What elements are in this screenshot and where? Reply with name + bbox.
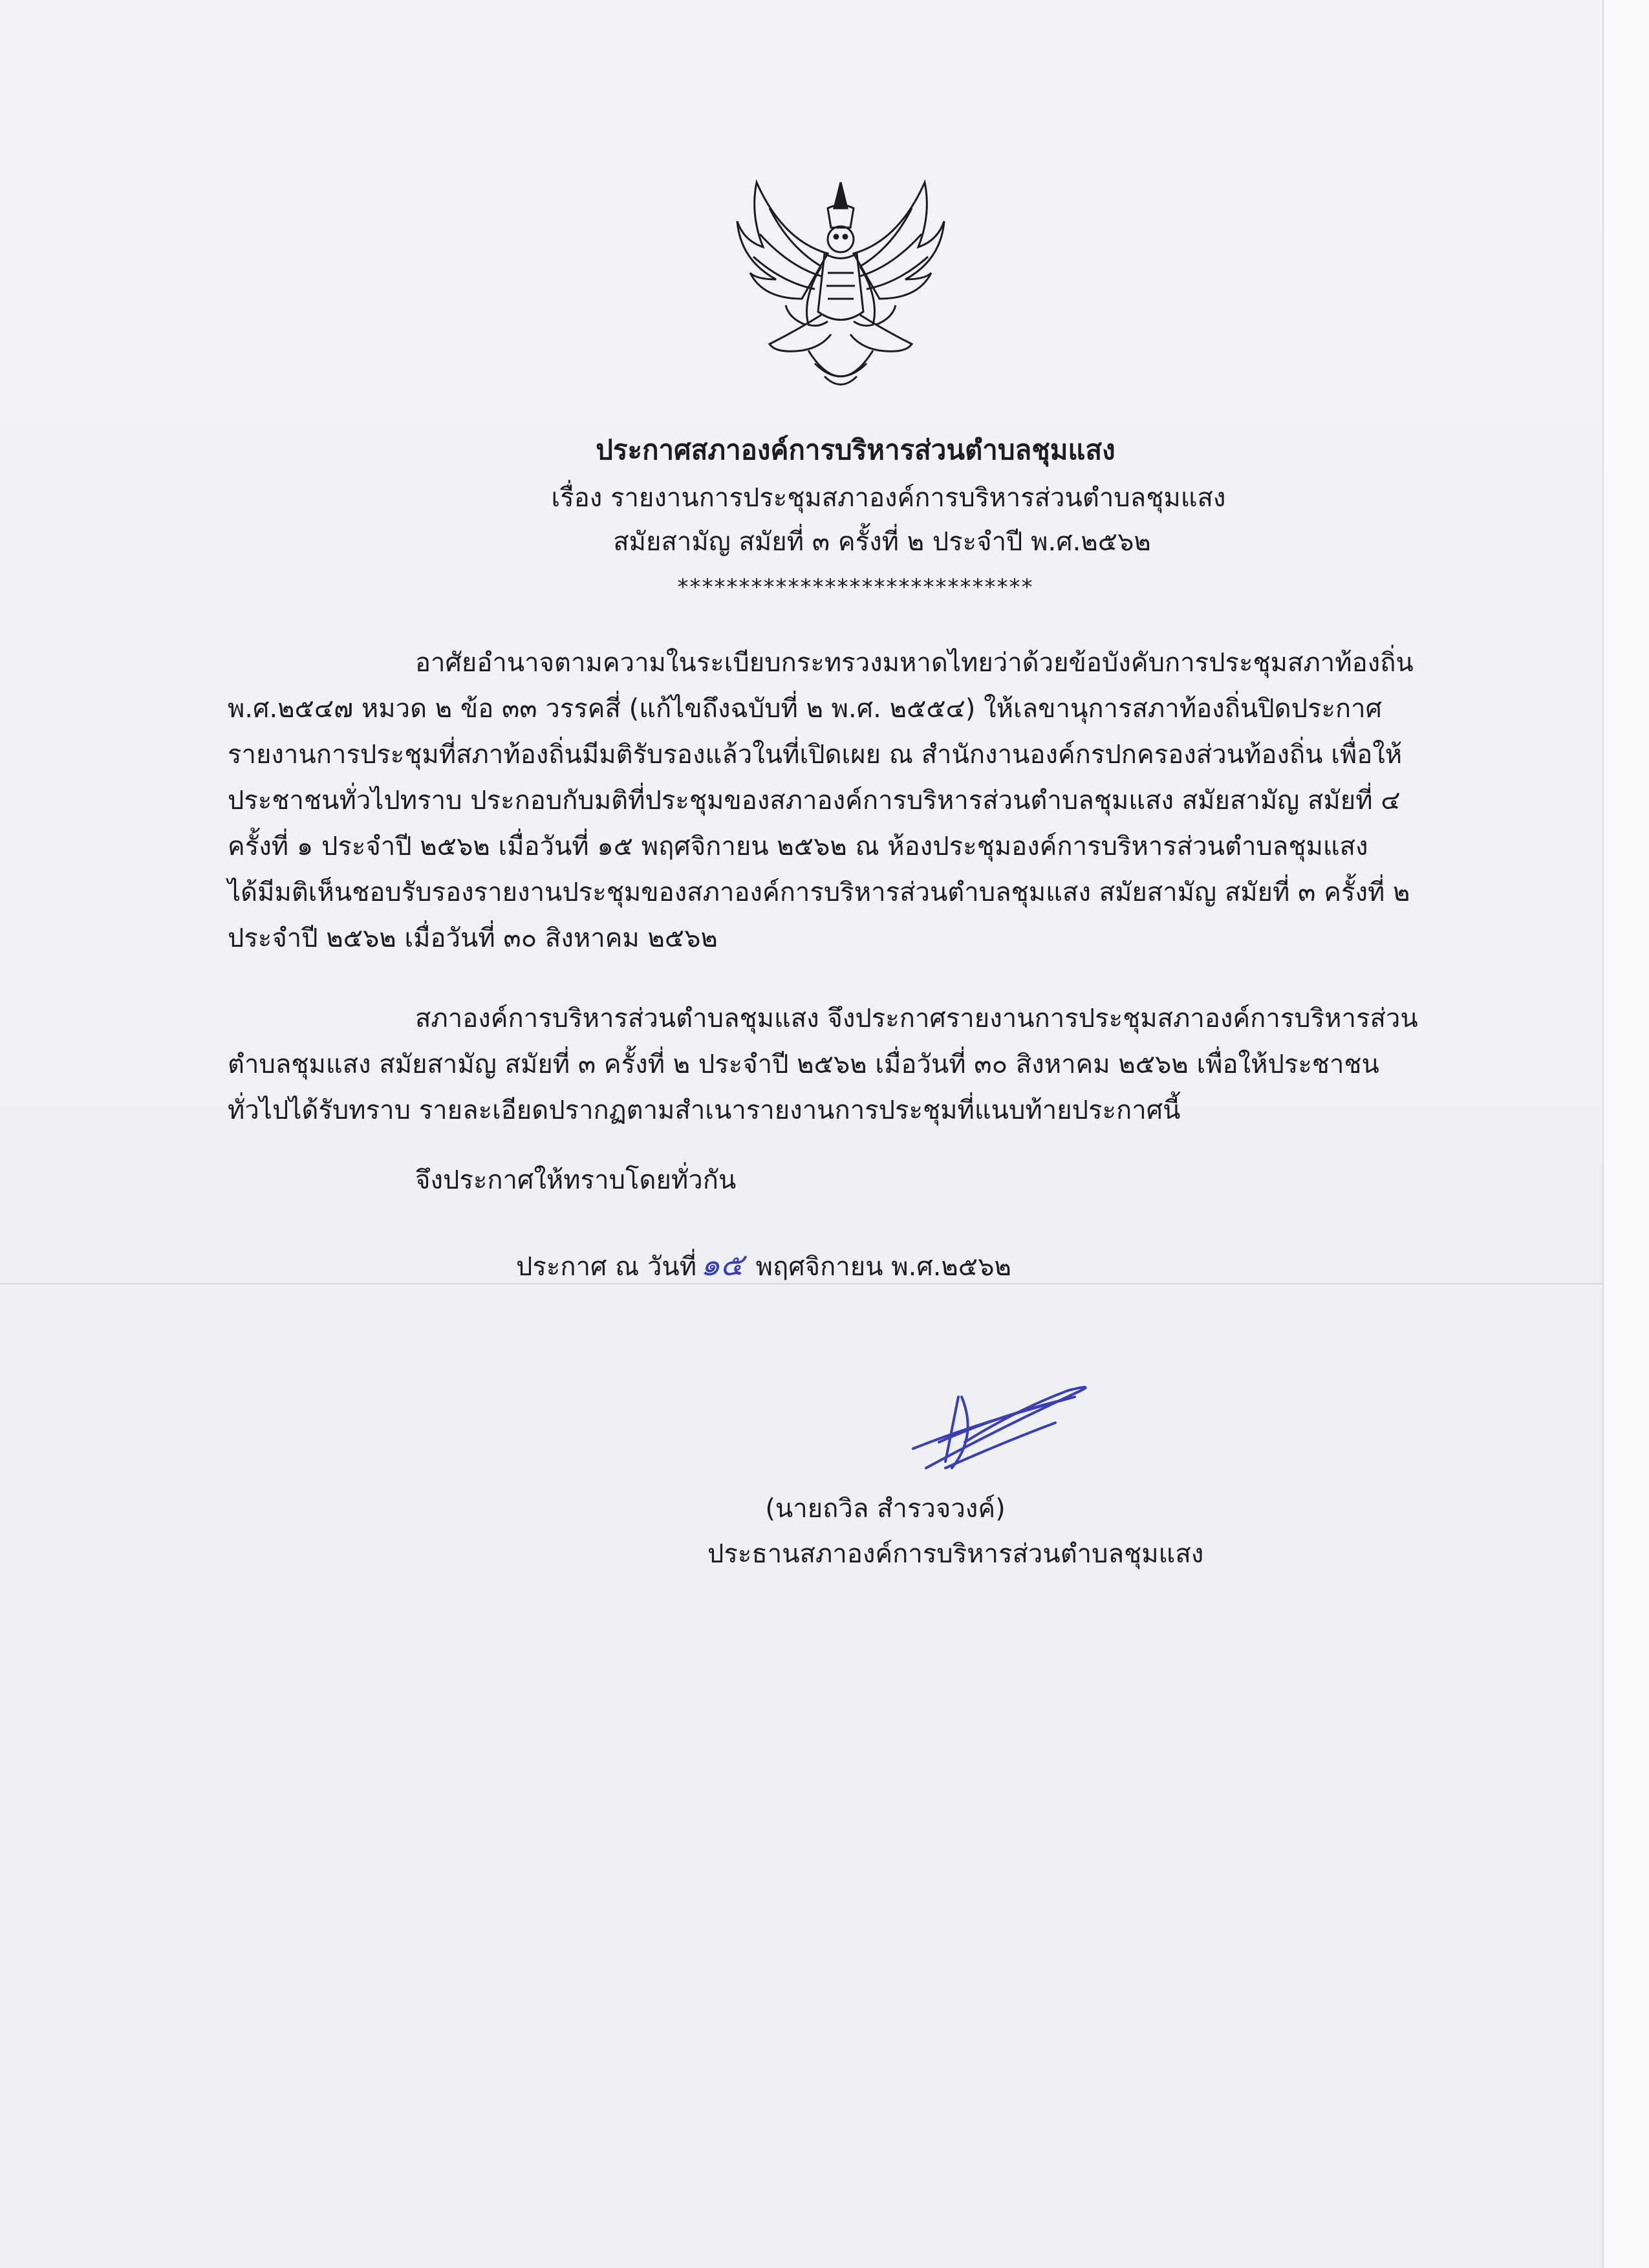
subject-line: เรื่อง รายงานการประชุมสภาองค์การบริหารส่วนตำบลชุมแสง	[551, 483, 1226, 513]
signatory-name: (นายถวิล สำรวจวงค์)	[765, 1494, 1006, 1524]
paragraph-authority	[228, 640, 1447, 962]
date-prefix: ประกาศ ณ วันที่	[516, 1252, 697, 1282]
garuda-emblem-icon	[731, 169, 951, 402]
paragraph-line: ได้มีมติเห็นชอบรับรองรายงานประชุมของสภาองค์การบริหารส่วนตำบลชุมแสง สมัยสามัญ สมัยที่ ๓ ครั้งที่ ๒	[228, 878, 1410, 907]
page-edge	[1602, 0, 1649, 2268]
announcement-date	[516, 1240, 1011, 1290]
handwritten-day: ๑๕	[700, 1247, 744, 1283]
paragraph-line: ครั้งที่ ๑ ประจำปี ๒๕๖๒ เมื่อวันที่ ๑๕ พฤศจิกายน ๒๕๖๒ ณ ห้องประชุมองค์การบริหารส่วนตำบลชุมแสง	[228, 832, 1368, 861]
paragraph-line: ตำบลชุมแสง สมัยสามัญ สมัยที่ ๓ ครั้งที่ ๒ ประจำปี ๒๕๖๒ เมื่อวันที่ ๓๐ สิงหาคม ๒๕๖๒ เพื่อให้ประชาชน	[228, 1050, 1379, 1079]
signatory-position: ประธานสภาองค์การบริหารส่วนตำบลชุมแสง	[707, 1539, 1204, 1569]
paragraph-line: รายงานการประชุมที่สภาท้องถิ่นมีมติรับรองแล้วในที่เปิดเผย ณ สำนักงานองค์กรปกครองส่วนท้องถิ่น เพื่อให้	[228, 740, 1403, 770]
separator-stars: *****************************	[677, 574, 1034, 600]
date-suffix: พฤศจิกายน พ.ศ.๒๕๖๒	[755, 1252, 1011, 1282]
closing-statement: จึงประกาศให้ทราบโดยทั่วกัน	[415, 1165, 737, 1195]
paragraph-line: ประชาชนทั่วไปทราบ ประกอบกับมติที่ประชุมของสภาองค์การบริหารส่วนตำบลชุมแสง สมัยสามัญ สมัยที่ ๔	[228, 786, 1401, 815]
paragraph-line: สภาองค์การบริหารส่วนตำบลชุมแสง จึงประกาศรายงานการประชุมสภาองค์การบริหารส่วน	[415, 1004, 1418, 1033]
paragraph-line: อาศัยอำนาจตามความในระเบียบกระทรวงมหาดไทยว่าด้วยข้อบังคับการประชุมสภาท้องถิ่น	[415, 648, 1414, 678]
paragraph-line: ทั่วไปได้รับทราบ รายละเอียดปรากฏตามสำเนารายงานการประชุมที่แนบท้ายประกาศนี้	[228, 1096, 1181, 1125]
signature-icon	[900, 1371, 1094, 1481]
paragraph-line: ประจำปี ๒๕๖๒ เมื่อวันที่ ๓๐ สิงหาคม ๒๕๖๒	[228, 923, 718, 953]
paragraph-announcement	[228, 996, 1447, 1134]
paragraph-line: พ.ศ.๒๕๔๗ หมวด ๒ ข้อ ๓๓ วรรคสี่ (แก้ไขถึงฉบับที่ ๒ พ.ศ. ๒๕๕๔) ให้เลขานุการสภาท้องถิ่นปิดประกาศ	[228, 694, 1382, 724]
announcement-title: ประกาศสภาองค์การบริหารส่วนตำบลชุมแสง	[596, 434, 1116, 466]
subject-line-session: สมัยสามัญ สมัยที่ ๓ ครั้งที่ ๒ ประจำปี พ.ศ.๒๕๖๒	[613, 527, 1151, 557]
